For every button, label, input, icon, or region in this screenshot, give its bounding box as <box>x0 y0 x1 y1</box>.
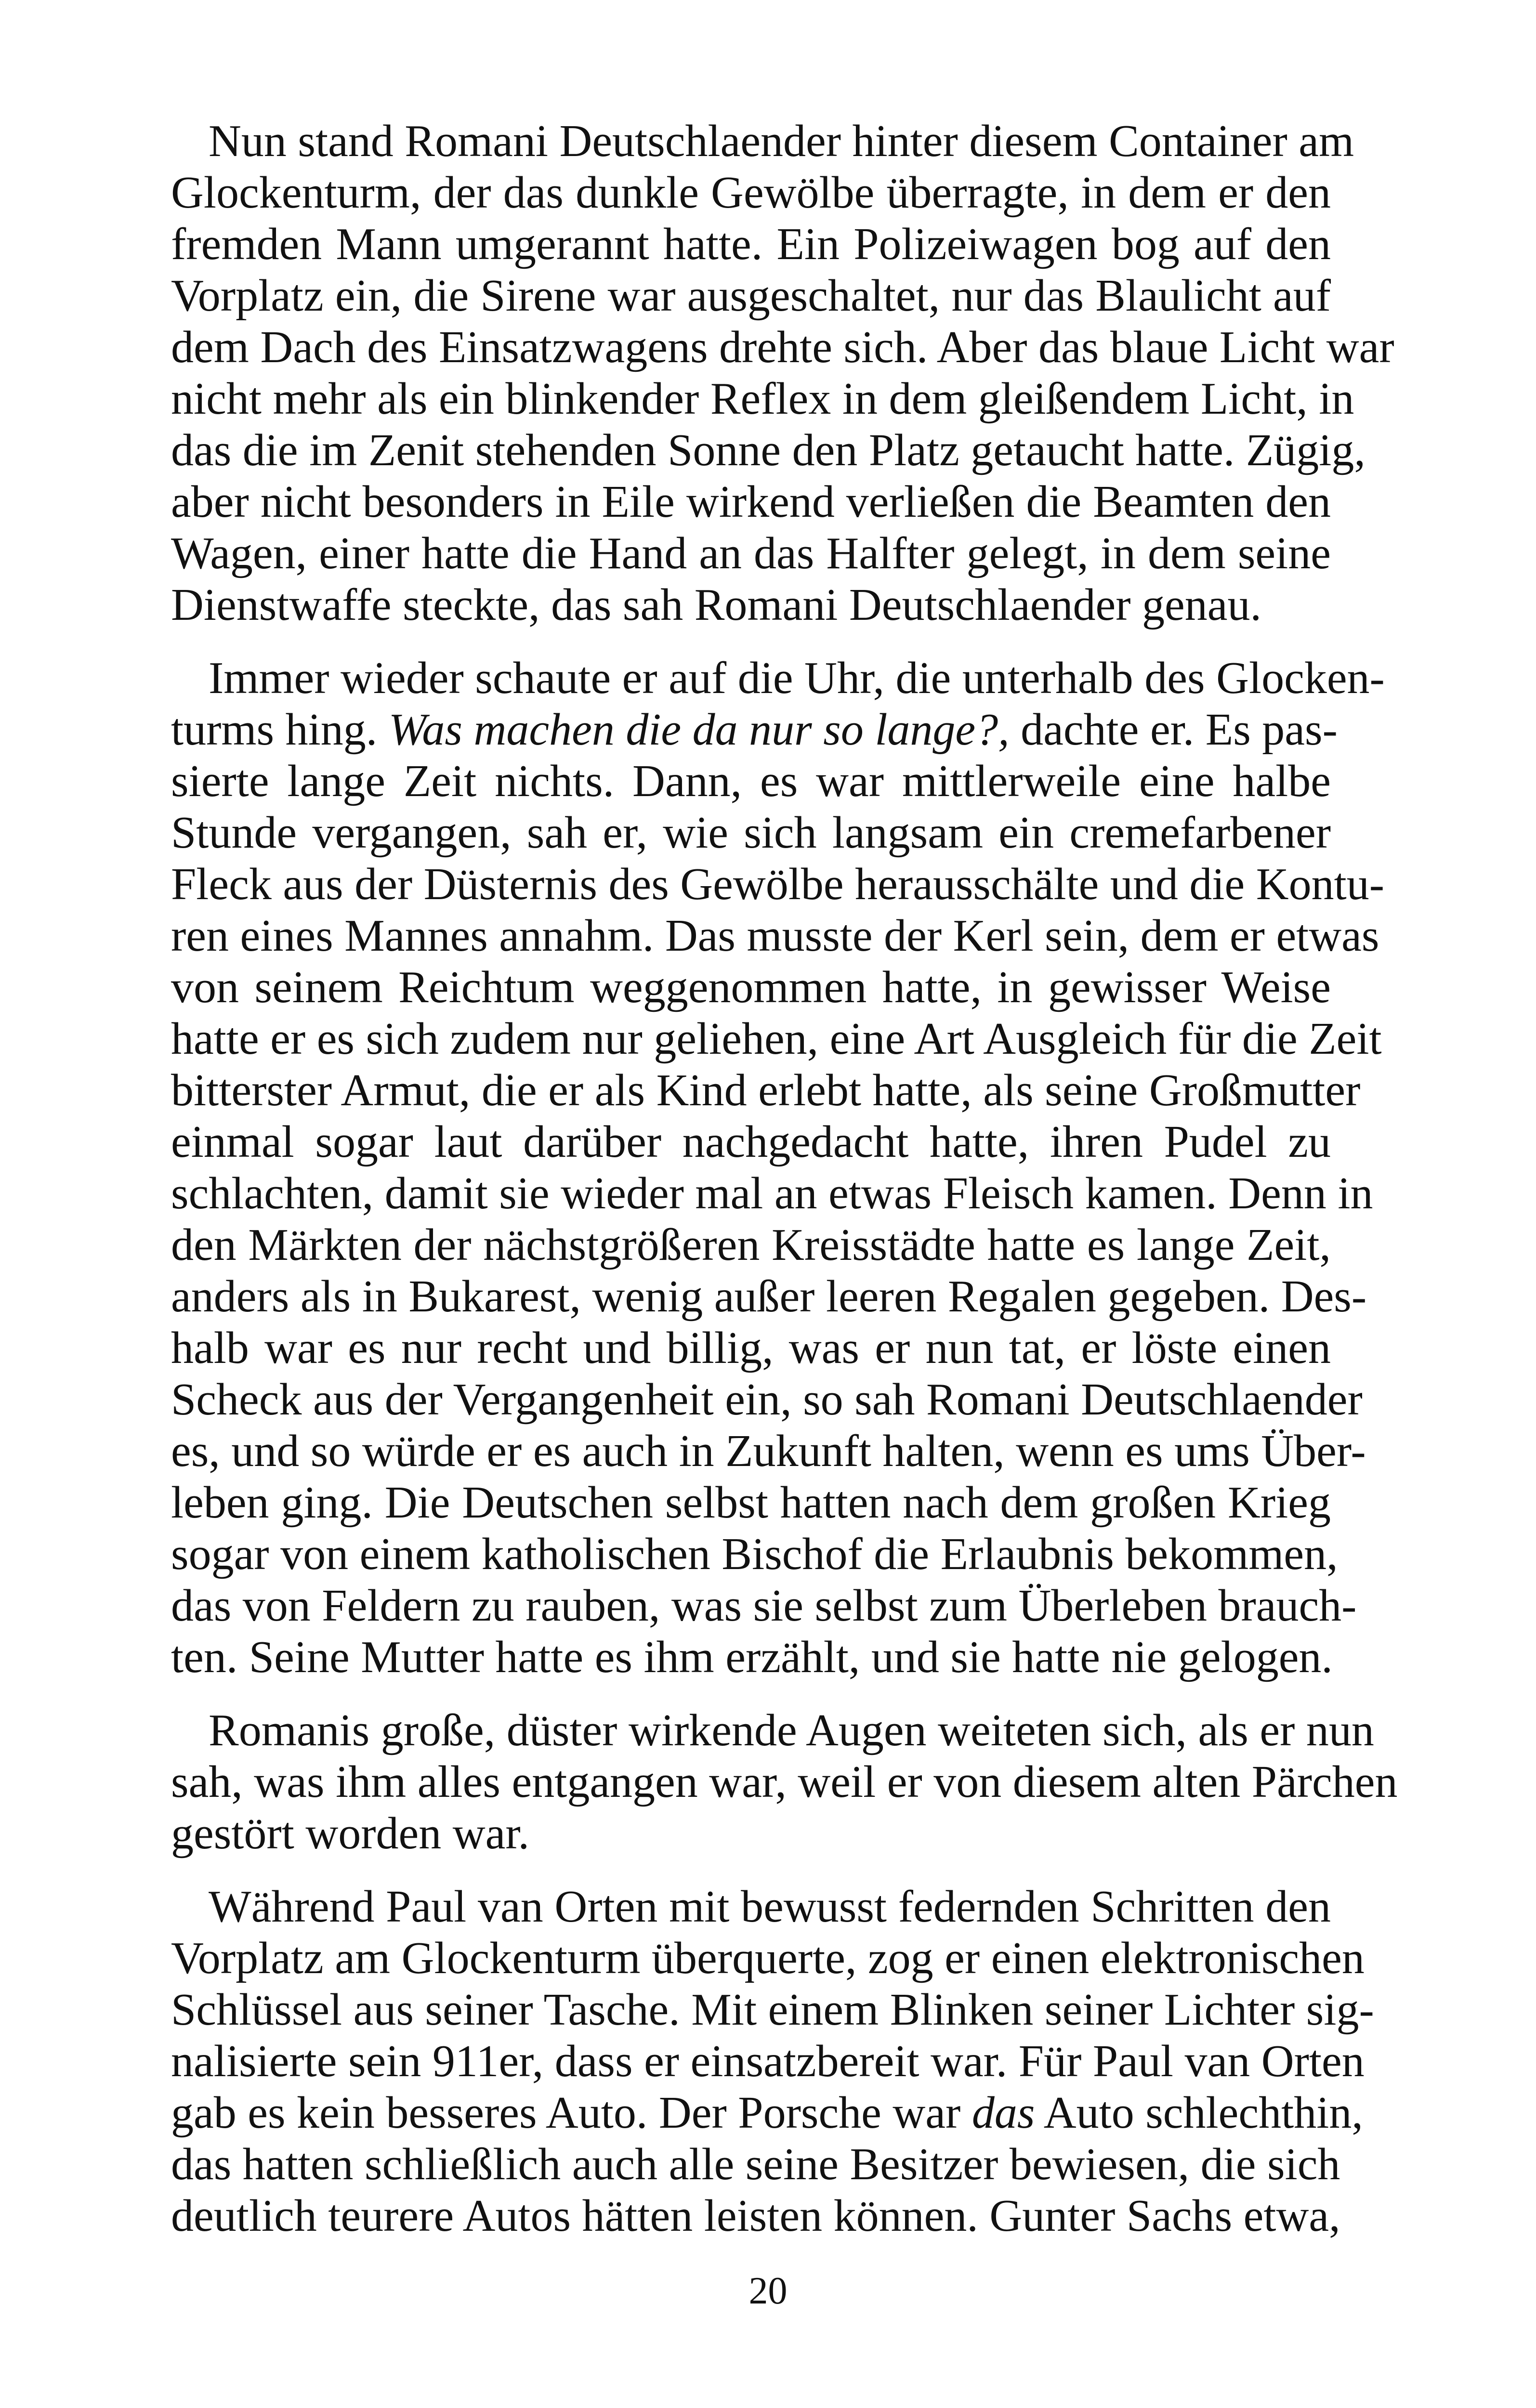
text-line: sierte lange Zeit nichts. Dann, es war mittlerweile eine halbe <box>171 756 1331 806</box>
paragraph <box>171 653 1385 1683</box>
text-line: das von Feldern zu rauben, was sie selbst zum Überleben brauch- <box>171 1581 1357 1631</box>
text-line: Nun stand Romani Deutschlaender hinter diesem Container am <box>209 116 1354 166</box>
text-line: Fleck aus der Düsternis des Gewölbe herausschälte und die Kontu- <box>171 859 1385 909</box>
text-line: es, und so würde er es auch in Zukunft halten, wenn es ums Über- <box>171 1426 1366 1476</box>
text-line: halb war es nur recht und billig, was er nun tat, er löste einen <box>171 1323 1331 1373</box>
text-line: Stunde vergangen, sah er, wie sich langsam ein cremefarbener <box>171 808 1331 858</box>
paragraph <box>171 1705 1398 1859</box>
text-line: nicht mehr als ein blinkender Reflex in dem gleißendem Licht, in <box>171 374 1354 424</box>
text-line: sogar von einem katholischen Bischof die Erlaubnis bekommen, <box>171 1529 1338 1579</box>
text-line: bitterster Armut, die er als Kind erlebt hatte, als seine Großmutter <box>171 1065 1361 1115</box>
text-line: deutlich teurere Autos hätten leisten können. Gunter Sachs etwa, <box>171 2191 1340 2241</box>
text-line: das die im Zenit stehenden Sonne den Platz getaucht hatte. Zügig, <box>171 425 1365 475</box>
text-line: gab es kein besseres Auto. Der Porsche war das Auto schlechthin, <box>171 2088 1363 2138</box>
text-line: Vorplatz ein, die Sirene war ausgeschaltet, nur das Blaulicht auf <box>171 271 1331 321</box>
text-line: schlachten, damit sie wieder mal an etwas Fleisch kamen. Denn in <box>171 1168 1373 1218</box>
text-line: Während Paul van Orten mit bewusst federnden Schritten den <box>209 1882 1331 1932</box>
text-line: nalisierte sein 911er, dass er einsatzbereit war. Für Paul van Orten <box>171 2036 1365 2086</box>
text-line: Vorplatz am Glockenturm überquerte, zog er einen elektronischen <box>171 1933 1365 1983</box>
text-line: hatte er es sich zudem nur geliehen, eine Art Ausgleich für die Zeit <box>171 1014 1382 1064</box>
text-line: Wagen, einer hatte die Hand an das Halfter gelegt, in dem seine <box>171 528 1331 578</box>
text-line: fremden Mann umgerannt hatte. Ein Polizeiwagen bog auf den <box>171 219 1331 269</box>
text-line: Immer wieder schaute er auf die Uhr, die unterhalb des Glocken- <box>209 653 1385 703</box>
text-line: gestört worden war. <box>171 1808 529 1858</box>
paragraph <box>171 1881 1374 2242</box>
body-text <box>171 116 1398 2264</box>
text-line: Schlüssel aus seiner Tasche. Mit einem Blinken seiner Lichter sig- <box>171 1985 1374 2035</box>
text-line: Scheck aus der Vergangenheit ein, so sah Romani Deutschlaender <box>171 1374 1363 1425</box>
text-line: sah, was ihm alles entgangen war, weil er von diesem alten Pärchen <box>171 1757 1398 1807</box>
page-number: 20 <box>748 2270 788 2312</box>
text-line: anders als in Bukarest, wenig außer leeren Regalen gegeben. Des- <box>171 1271 1367 1322</box>
text-line: ren eines Mannes annahm. Das musste der Kerl sein, dem er etwas <box>171 911 1379 961</box>
text-line: turms hing. Was machen die da nur so lange?, dachte er. Es pas- <box>171 705 1338 755</box>
paragraph <box>171 116 1394 631</box>
text-line: dem Dach des Einsatzwagens drehte sich. Aber das blaue Licht war <box>171 322 1394 372</box>
text-line: das hatten schließlich auch alle seine Besitzer bewiesen, die sich <box>171 2139 1340 2189</box>
text-line: von seinem Reichtum weggenommen hatte, in gewisser Weise <box>171 962 1331 1012</box>
text-line: Romanis große, düster wirkende Augen weiteten sich, als er nun <box>209 1705 1374 1755</box>
text-line: leben ging. Die Deutschen selbst hatten nach dem großen Krieg <box>171 1478 1331 1528</box>
text-line: den Märkten der nächstgrößeren Kreisstädte hatte es lange Zeit, <box>171 1220 1331 1270</box>
text-line: einmal sogar laut darüber nachgedacht hatte, ihren Pudel zu <box>171 1117 1331 1167</box>
text-line: aber nicht besonders in Eile wirkend verließen die Beamten den <box>171 477 1331 527</box>
text-line: Dienstwaffe steckte, das sah Romani Deutschlaender genau. <box>171 580 1261 630</box>
text-line: Glockenturm, der das dunkle Gewölbe überragte, in dem er den <box>171 168 1331 218</box>
text-line: ten. Seine Mutter hatte es ihm erzählt, und sie hatte nie gelogen. <box>171 1632 1333 1682</box>
